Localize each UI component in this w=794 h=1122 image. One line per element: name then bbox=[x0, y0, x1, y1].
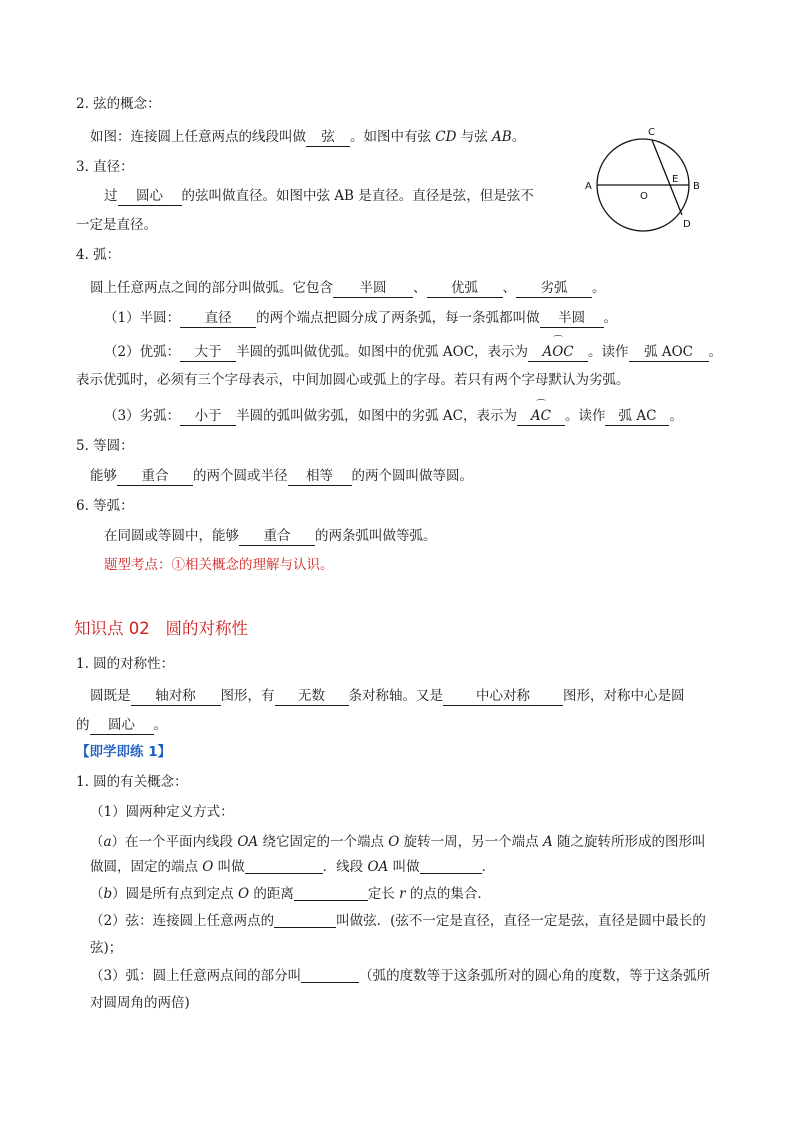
blank-center-name[interactable] bbox=[245, 858, 323, 874]
answer-major-arc: 优弧 bbox=[427, 280, 503, 298]
answer-read-aoc: 弧 AOC bbox=[629, 344, 709, 362]
blank-radius-name[interactable] bbox=[420, 858, 482, 874]
label-c: C bbox=[648, 127, 655, 138]
exercise-line-2: （a）在一个平面内线段 OA 绕它固定的一个端点 O 旋转一周，另一个端点 A 随之旋转所形成的图形叫 bbox=[90, 834, 706, 850]
answer-countless: 无数 bbox=[275, 688, 349, 706]
answer-equal: 相等 bbox=[288, 468, 352, 486]
answer-semicircle: 半圆 bbox=[333, 280, 413, 298]
exercise-line-3: 做圆，固定的端点 O 叫做 ．线段 OA 叫做 ． bbox=[90, 859, 496, 875]
section-2-title: 2. 弦的概念： bbox=[76, 96, 161, 112]
question-type-note: 题型考点：①相关概念的理解与认识。 bbox=[104, 557, 334, 573]
answer-central: 中心对称 bbox=[443, 688, 563, 706]
answer-minor-arc: 劣弧 bbox=[516, 280, 592, 298]
label-d: D bbox=[683, 219, 691, 230]
exercise-line-6: 弦)； bbox=[90, 940, 123, 956]
section-3-text: 过 圆心 的弦叫做直径。如图中弦 AB 是直径。直径是弦，但是弦不 bbox=[104, 188, 534, 204]
section-4-title: 4. 弧： bbox=[76, 247, 121, 263]
answer-coincide-arc: 重合 bbox=[239, 528, 315, 546]
exercise-line-4: （b）圆是所有点到定点 O 的距离 定长 r 的点的集合． bbox=[90, 886, 491, 902]
exercise-title: 1. 圆的有关概念： bbox=[76, 774, 188, 790]
section-2-text: 如图：连接圆上任意两点的线段叫做 弦 。如图中有弦 CD 与弦 AB。 bbox=[90, 129, 526, 145]
exercise-line-8: 对圆周角的两倍) bbox=[90, 995, 190, 1011]
blank-arc[interactable] bbox=[301, 967, 359, 983]
section-4-3: （3）劣弧： 小于 半圆的弧叫做劣弧，如图中的劣弧 AC，表示为⌒ AC 。读作 弧 AC 。 bbox=[104, 406, 683, 426]
answer-chord: 弦 bbox=[306, 129, 350, 147]
symmetry-title: 1. 圆的对称性： bbox=[76, 656, 175, 672]
answer-read-ac: 弧 AC bbox=[605, 408, 669, 426]
label-a: A bbox=[585, 181, 592, 192]
section-4-text: 圆上任意两点之间的部分叫做弧。它包含 半圆 、 优弧 、 劣弧 。 bbox=[90, 280, 606, 296]
label-b: B bbox=[693, 181, 700, 192]
exercise-line-5: （2）弦：连接圆上任意两点的 叫做弦．(弦不一定是直径，直径一定是弦，直径是圆中最长的 bbox=[90, 913, 706, 929]
section-3-text-cont: 一定是直径。 bbox=[76, 217, 157, 233]
symmetry-text: 圆既是 轴对称 图形，有 无数 条对称轴。又是 中心对称 图形，对称中心是圆 bbox=[90, 688, 685, 704]
label-e: E bbox=[672, 174, 679, 185]
answer-diameter: 直径 bbox=[180, 310, 256, 328]
section-3-title: 3. 直径： bbox=[76, 159, 134, 175]
circle-diagram bbox=[580, 122, 710, 234]
knowledge-point-heading: 知识点 02 圆的对称性 bbox=[74, 619, 248, 638]
exercise-line-7: （3）弧：圆上任意两点间的部分叫 （弧的度数等于这条弧所对的圆心角的度数，等于这条弧所 bbox=[90, 968, 711, 984]
answer-coincide: 重合 bbox=[117, 468, 193, 486]
answer-center-point: 圆心 bbox=[90, 717, 154, 735]
blank-distance[interactable] bbox=[294, 885, 368, 901]
answer-less: 小于 bbox=[180, 408, 236, 426]
section-4-2: （2）优弧： 大于 半圆的弧叫做优弧。如图中的优弧 AOC，表示为⌒ AOC 。读作 弧 AOC 。 bbox=[104, 342, 722, 362]
answer-center: 圆心 bbox=[118, 188, 182, 206]
blank-segment[interactable] bbox=[274, 912, 336, 928]
exercise-line-1: （1）圆两种定义方式： bbox=[90, 804, 234, 820]
label-o: O bbox=[640, 191, 648, 202]
section-6-title: 6. 等弧： bbox=[76, 498, 134, 514]
section-5-text: 能够 重合 的两个圆或半径 相等 的两个圆叫做等圆。 bbox=[90, 468, 473, 484]
practice-heading: 【即学即练 1】 bbox=[76, 744, 172, 760]
answer-greater: 大于 bbox=[180, 344, 236, 362]
section-6-text: 在同圆或等圆中，能够 重合 的两条弧叫做等弧。 bbox=[104, 528, 437, 544]
answer-axial: 轴对称 bbox=[131, 688, 221, 706]
answer-arc-aoc-symbol: ⌒ AOC bbox=[528, 344, 588, 362]
symmetry-text-cont: 的 圆心 。 bbox=[76, 717, 167, 733]
answer-half-circle: 半圆 bbox=[540, 310, 604, 328]
section-5-title: 5. 等圆： bbox=[76, 438, 134, 454]
section-4-2-cont: 表示优弧时，必须有三个字母表示，中间加圆心或弧上的字母。若只有两个字母默认为劣弧。 bbox=[76, 372, 630, 388]
section-4-1: （1）半圆： 直径 的两个端点把圆分成了两条弧，每一条弧都叫做 半圆 。 bbox=[104, 310, 618, 326]
answer-arc-ac-symbol: ⌒ AC bbox=[517, 408, 565, 426]
